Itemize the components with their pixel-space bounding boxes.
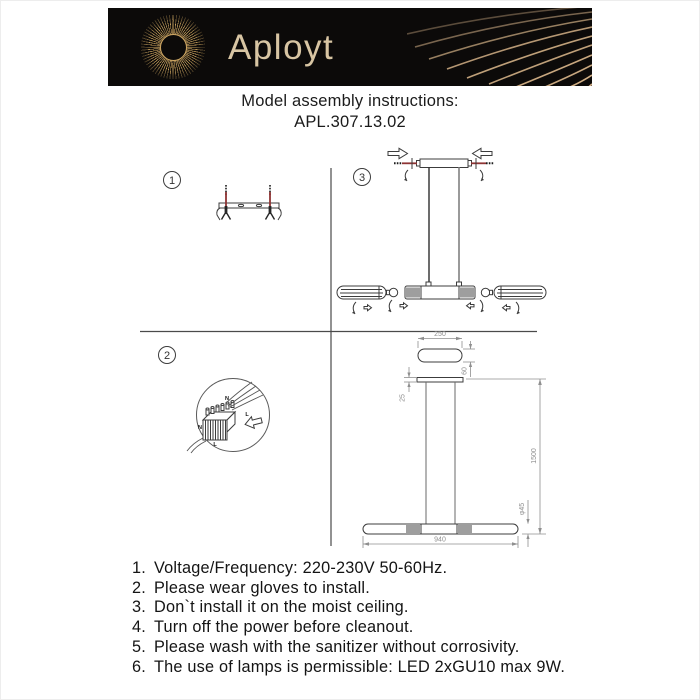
dim-canopy-depth: 60 (461, 367, 469, 375)
instruction-number: 2. (132, 578, 146, 597)
page-title: Model assembly instructions: (241, 92, 459, 110)
instruction-item-1 (0, 559, 700, 579)
step1-bracket-drawing (217, 185, 281, 220)
wire-label-l2: L (213, 442, 217, 448)
instruction-number: 5. (132, 637, 146, 656)
step2-wiring-drawing (187, 379, 270, 454)
brand-name: Aployt (228, 28, 335, 67)
wire-label-n1: N (225, 396, 229, 402)
push-arrow-left-icon (473, 148, 493, 158)
wire-label-n2: N (198, 425, 202, 431)
instruction-text: Voltage/Frequency: 220-230V 50-60Hz. (154, 559, 448, 577)
instruction-text: The use of lamps is permissible: LED 2xGU10 max 9W. (154, 657, 566, 676)
quadrant-dividers (140, 168, 537, 546)
instruction-item-4 (0, 618, 700, 638)
instruction-text: Please wear gloves to install. (154, 578, 370, 597)
dimension-drawing (363, 331, 546, 548)
dim-overall-height: 1500 (531, 448, 538, 464)
push-arrow-right-icon (388, 148, 408, 158)
instruction-number: 4. (132, 618, 146, 637)
instruction-number: 6. (132, 657, 146, 676)
instruction-text: Don`t install it on the moist ceiling. (154, 598, 409, 617)
dim-canopy-width: 250 (434, 331, 446, 338)
step3-badge: 3 (358, 172, 366, 184)
step1-badge: 1 (168, 175, 176, 187)
model-number: APL.307.13.02 (294, 113, 406, 131)
step-badges (159, 169, 371, 364)
step2-badge: 2 (163, 350, 171, 362)
gu10-bulb-right-icon (481, 288, 489, 296)
instruction-text: Please wash with the sanitizer without corrosivity. (154, 637, 520, 656)
instruction-item-3 (0, 598, 700, 618)
step3-canopy-drawing (388, 148, 494, 286)
instruction-number: 1. (132, 559, 146, 577)
step3-lamp-body-drawing (337, 282, 546, 314)
instruction-item-6 (0, 658, 700, 678)
sunburst-logo-icon (141, 15, 205, 79)
instruction-item-5 (0, 638, 700, 658)
dim-bar-length: 940 (434, 536, 446, 544)
instruction-list (0, 559, 700, 677)
dim-shade-diameter: φ45 (519, 502, 526, 516)
instruction-number: 3. (132, 598, 146, 617)
dim-canopy-height: 25 (399, 394, 407, 402)
instruction-item-2 (0, 579, 700, 599)
instruction-text: Turn off the power before cleanout. (154, 618, 414, 637)
wire-label-l1: L (245, 412, 249, 418)
